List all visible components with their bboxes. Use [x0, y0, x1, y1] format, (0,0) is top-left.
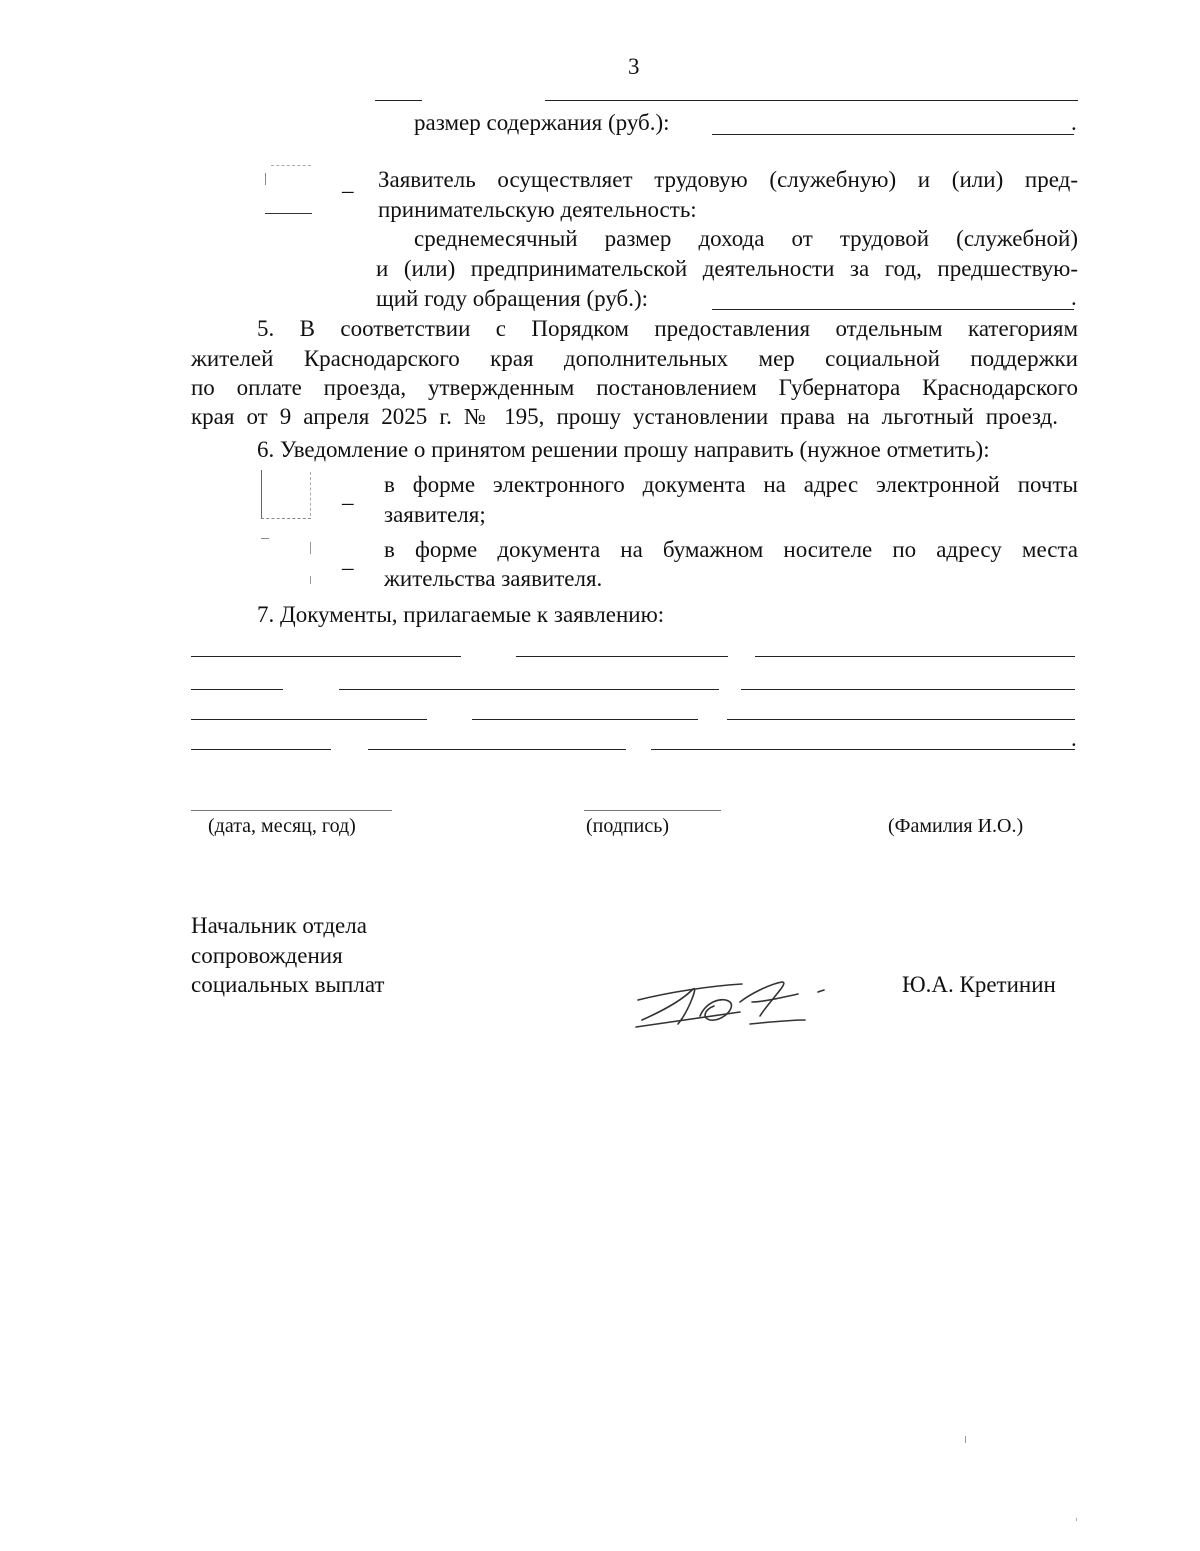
- name-caption: (Фамилия И.О.): [888, 815, 1024, 837]
- official-title-line-1: Начальник отдела: [191, 913, 367, 938]
- scan-mark: [965, 1436, 966, 1443]
- doc-line: [472, 719, 698, 720]
- upkeep-field-line: [712, 134, 1074, 135]
- electronic-option-line-1: в форме электронного документа на адрес электронной почты: [384, 472, 1078, 497]
- employment-line-1: Заявитель осуществляет трудовую (служебную) и (или) пред-: [378, 167, 1078, 192]
- employment-dash: _: [342, 170, 354, 195]
- paper-option-checkbox[interactable]: [261, 538, 311, 586]
- handwritten-signature: [630, 972, 830, 1042]
- doc-line: [191, 689, 283, 690]
- doc-line: [191, 749, 331, 750]
- paper-option-line-1: в форме документа на бумажном носителе по адресу места: [384, 537, 1078, 562]
- income-field-line: [712, 309, 1074, 310]
- income-line-1: среднемесячный размер дохода от трудовой (служебной): [414, 226, 1078, 251]
- doc-line: [191, 656, 461, 657]
- checkbox-right-edge: [310, 542, 311, 554]
- top-line-2: [545, 100, 1078, 101]
- checkbox-bottom-mark: [310, 576, 311, 584]
- section5-line-4: края от 9 апреля 2025 г. № 195, прошу установлении права на льготный проезд.: [191, 404, 1058, 429]
- date-caption: (дата, месяц, год): [208, 815, 356, 837]
- electronic-option-checkbox[interactable]: [261, 470, 311, 520]
- income-line-3: щий году обращения (руб.):: [376, 286, 649, 311]
- electronic-option-dash: _: [342, 482, 354, 507]
- date-line: [191, 810, 392, 811]
- doc-line: [368, 749, 626, 750]
- signature-line: [584, 810, 721, 811]
- upkeep-label: размер содержания (руб.):: [414, 110, 670, 135]
- section5-line-3: по оплате проезда, утвержденным постановлением Губернатора Краснодарского: [191, 375, 1078, 400]
- employment-checkbox[interactable]: [265, 165, 312, 213]
- official-title-line-2: сопровождения: [191, 943, 343, 968]
- scan-mark: [1076, 1518, 1077, 1521]
- doc-line: [727, 719, 1075, 720]
- page-number: 3: [628, 54, 640, 79]
- doc-line: [651, 749, 1075, 750]
- doc-line: [339, 689, 719, 690]
- upkeep-end-mark: .: [1071, 110, 1077, 135]
- checkbox-left-edge: [261, 470, 262, 518]
- checkbox-bottom-edge: [265, 213, 312, 214]
- income-line-2: и (или) предпринимательской деятельности за год, предшествую-: [376, 256, 1078, 281]
- doc-line: [516, 656, 728, 657]
- checkbox-bottom-edge: [261, 518, 311, 519]
- doc-line: [741, 689, 1075, 690]
- paper-option-line-2: жительства заявителя.: [384, 566, 603, 591]
- section5-line-2: жителей Краснодарского края дополнительных мер социальной поддержки: [191, 346, 1078, 371]
- checkbox-top-edge: [271, 165, 311, 166]
- doc-line: [755, 656, 1075, 657]
- official-title-line-3: социальных выплат: [191, 972, 385, 997]
- top-line-1: [375, 100, 422, 101]
- section6-heading: 6. Уведомление о принятом решении прошу направить (нужное отметить):: [257, 437, 990, 462]
- section7-heading: 7. Документы, прилагаемые к заявлению:: [257, 602, 665, 627]
- checkbox-left-edge: [265, 173, 266, 185]
- section5-line-1: 5. В соответствии с Порядком предоставления отдельным категориям: [257, 316, 1078, 341]
- electronic-option-line-2: заявителя;: [384, 502, 486, 527]
- signature-caption: (подпись): [586, 815, 670, 837]
- official-name: Ю.А. Кретинин: [902, 972, 1056, 997]
- doc-line: [191, 719, 427, 720]
- income-end-mark: .: [1071, 285, 1077, 310]
- paper-option-dash: _: [342, 547, 354, 572]
- documents-end-mark: .: [1071, 726, 1077, 751]
- checkbox-right-edge: [310, 472, 311, 516]
- employment-line-2: принимательскую деятельность:: [378, 197, 697, 222]
- checkbox-top-edge: [261, 538, 269, 539]
